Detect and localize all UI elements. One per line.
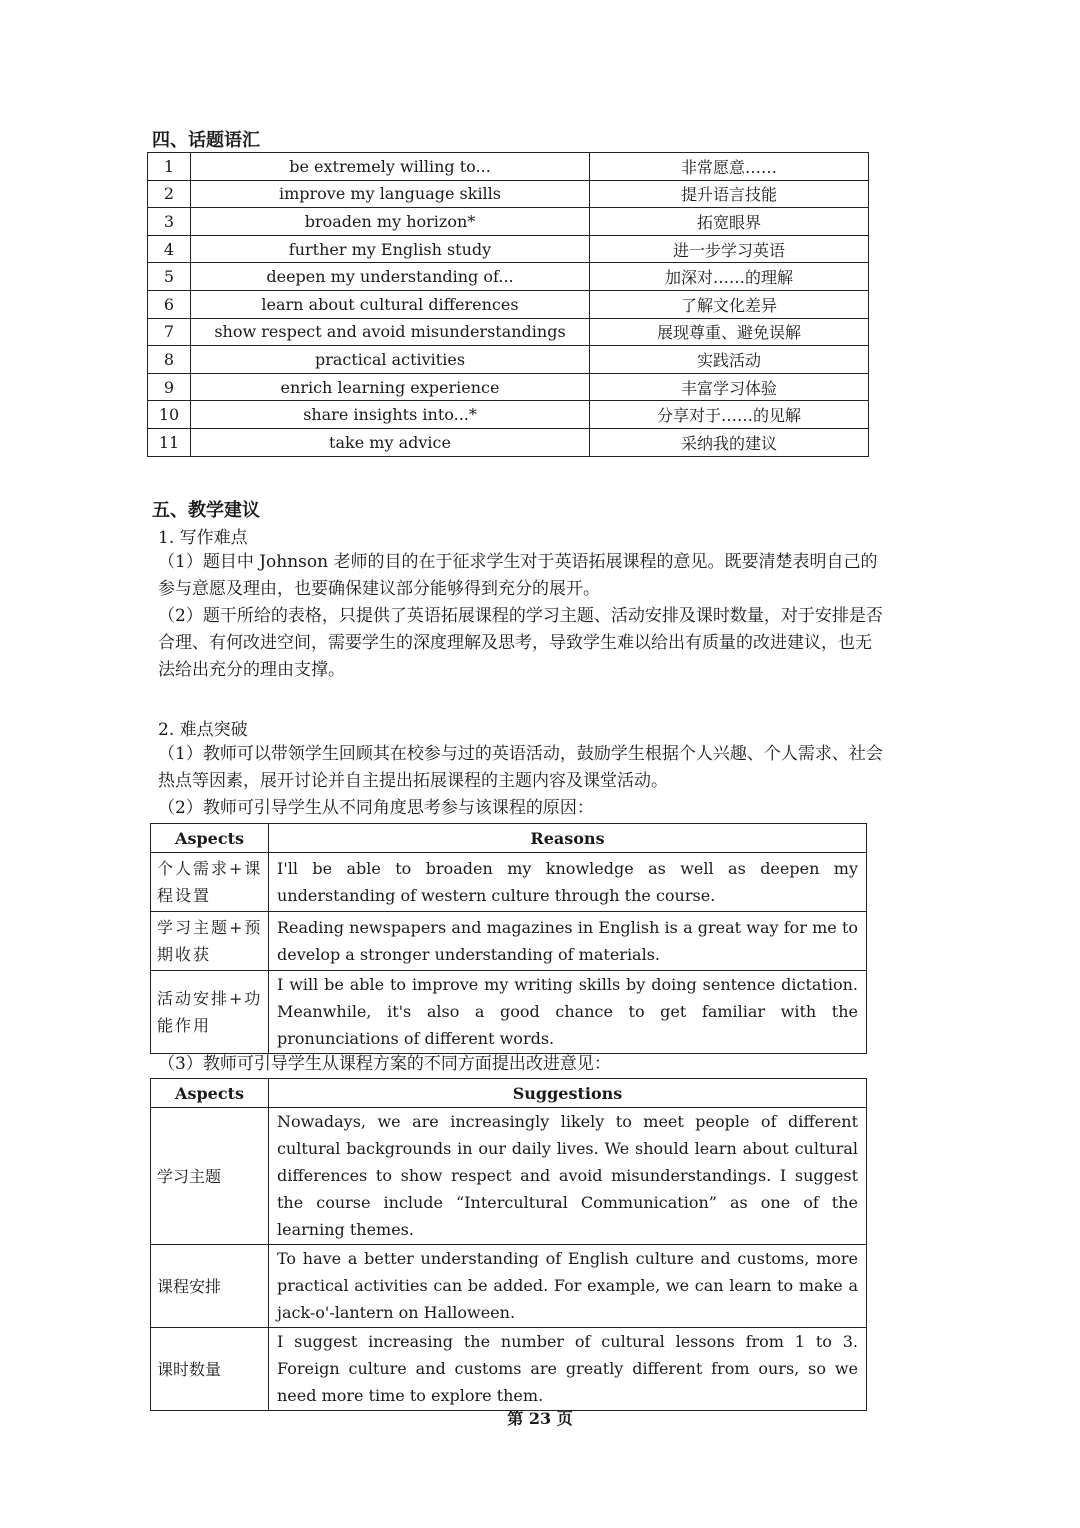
- table-row: 7 show respect and avoid misunderstandings 展现尊重、避免误解: [148, 318, 869, 346]
- table-row: 学习主题+预期收获 Reading newspapers and magazines in English is a great way for me to develop a stronger understanding of materials.: [151, 912, 867, 971]
- table-row: 2 improve my language skills 提升语言技能: [148, 180, 869, 208]
- table-row: 课程安排 To have a better understanding of English culture and customs, more practical activities can be added. For example, we can learn to make a jack-o'-lantern on Halloween.: [151, 1245, 867, 1328]
- section4-title: 四、话题语汇: [152, 130, 260, 151]
- table-row: 3 broaden my horizon* 拓宽眼界: [148, 208, 869, 236]
- table-row: 10 share insights into...* 分享对于……的见解: [148, 401, 869, 429]
- table-row: 11 take my advice 采纳我的建议: [148, 428, 869, 456]
- page-number: 第 23 页: [507, 1409, 573, 1428]
- table-header-row: [151, 1079, 867, 1108]
- subsection-1-title: 1. 写作难点: [158, 528, 248, 548]
- table-row: 课时数量 I suggest increasing the number of cultural lessons from 1 to 3. Foreign culture and customs are greatly different from ours, so we need more time to explore them.: [151, 1328, 867, 1411]
- reasons-table: [150, 823, 867, 1054]
- table-row: 个人需求+课程设置 I'll be able to broaden my knowledge as well as deepen my understanding of western culture through the course.: [151, 853, 867, 912]
- table-row: 9 enrich learning experience 丰富学习体验: [148, 373, 869, 401]
- table-row: 活动安排+功能作用 I will be able to improve my writing skills by doing sentence dictation. Meanwhile, it's also a good chance to get familiar with the pronunciations of different words.: [151, 971, 867, 1054]
- table-row: 5 deepen my understanding of... 加深对……的理解: [148, 263, 869, 291]
- header-suggestions: Suggestions: [269, 1079, 867, 1108]
- suggestions-table: [150, 1078, 867, 1411]
- section5-title: 五、教学建议: [152, 500, 260, 521]
- paragraph-1: （1）题目中 Johnson 老师的目的在于征求学生对于英语拓展课程的意见。既要清楚表明自己的参与意愿及理由，也要确保建议部分能够得到充分的展开。: [158, 552, 878, 599]
- header-aspects: Aspects: [151, 1079, 269, 1108]
- paragraph-2: （2）题干所给的表格，只提供了英语拓展课程的学习主题、活动安排及课时数量，对于安排是否合理、有何改进空间，需要学生的深度理解及思考，导致学生难以给出有质量的改进建议，也无法给出充分的理由支撑。: [158, 606, 883, 680]
- table-row: 1 be extremely willing to... 非常愿意……: [148, 153, 869, 181]
- table-row: 学习主题 Nowadays, we are increasingly likely to meet people of different cultural backgrounds in our daily lives. We should learn about cultural differences to show respect and avoid misunderstandings. I suggest the course include “Intercultural Communication” as one of the learning themes.: [151, 1108, 867, 1245]
- header-reasons: Reasons: [269, 824, 867, 853]
- table-header-row: [151, 824, 867, 853]
- table-row: 4 further my English study 进一步学习英语: [148, 235, 869, 263]
- vocab-table: [147, 152, 869, 457]
- paragraph-5: （3）教师可引导学生从课程方案的不同方面提出改进意见：: [158, 1054, 611, 1074]
- paragraph-3: （1）教师可以带领学生回顾其在校参与过的英语活动，鼓励学生根据个人兴趣、个人需求、社会热点等因素，展开讨论并自主提出拓展课程的主题内容及课堂活动。: [158, 744, 883, 791]
- table-row: 8 practical activities 实践活动: [148, 346, 869, 374]
- table-row: 6 learn about cultural differences 了解文化差异: [148, 290, 869, 318]
- header-aspects: Aspects: [151, 824, 269, 853]
- paragraph-4: （2）教师可引导学生从不同角度思考参与该课程的原因：: [158, 798, 594, 818]
- subsection-2-title: 2. 难点突破: [158, 720, 248, 740]
